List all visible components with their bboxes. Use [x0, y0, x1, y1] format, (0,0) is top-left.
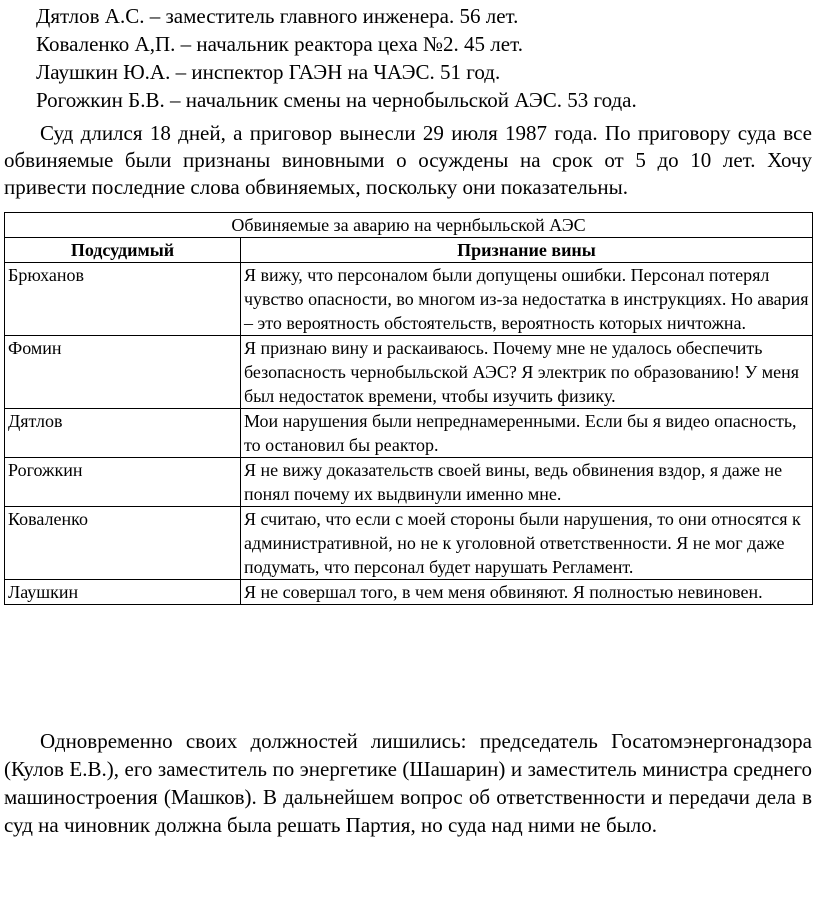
defendant-statement: Я не вижу доказательств своей вины, ведь обвинения вздор, я даже не понял почему их выдвинули именно мне. — [241, 458, 813, 507]
table-row — [5, 263, 813, 336]
defendant-name: Брюханов — [5, 263, 241, 336]
defendant-statement: Я считаю, что если с моей стороны были нарушения, то они относятся к административной, но не к уголовной ответственности. Я не мог даже подумать, что персонал будет нарушать Регламент. — [241, 507, 813, 580]
table-caption: Обвиняемые за аварию на чернбыльской АЭС — [5, 213, 813, 238]
defendant-statement: Я не совершал того, в чем меня обвиняют. Я полностью невиновен. — [241, 580, 813, 605]
list-item: Дятлов А.С. – заместитель главного инженера. 56 лет. — [36, 4, 519, 28]
trial-paragraph: Суд длился 18 дней, а приговор вынесли 29 июля 1987 года. По приговору суда все обвиняемые были признаны виновными о осуждены на срок от 5 до 10 лет. Хочу привести последние слова обвиняемых, поскольку они показательны. — [4, 121, 812, 199]
defendant-statement: Я признаю вину и раскаиваюсь. Почему мне не удалось обеспечить безопасность чернобыльской АЭС? Я электрик по образованию! У меня был недостаток времени, чтобы изучить физику. — [241, 336, 813, 409]
defendant-name: Рогожкин — [5, 458, 241, 507]
table-row — [5, 580, 813, 605]
column-header-defendant: Подсудимый — [5, 238, 241, 263]
list-item: Рогожкин Б.В. – начальник смены на чернобыльской АЭС. 53 года. — [36, 88, 637, 112]
table-row — [5, 336, 813, 409]
dismissal-paragraph: Одновременно своих должностей лишились: председатель Госатомэнергонадзора (Кулов Е.В.), его заместитель по энергетике (Шашарин) и заместитель министра среднего машиностроения (Машков). В дальнейшем вопрос об ответственности и передачи дела в суд на чиновник должна была решать Партия, но суда над ними не было. — [4, 729, 812, 837]
column-header-statement: Признание вины — [241, 238, 813, 263]
table-row — [5, 409, 813, 458]
defendant-name: Дятлов — [5, 409, 241, 458]
defendant-statement: Мои нарушения были непреднамеренными. Если бы я видео опасность, то остановил бы реактор. — [241, 409, 813, 458]
list-item: Коваленко А,П. – начальник реактора цеха №2. 45 лет. — [36, 32, 523, 56]
table-row — [5, 507, 813, 580]
table-caption-row — [5, 213, 813, 238]
table-row — [5, 458, 813, 507]
accused-table — [4, 212, 813, 605]
list-item: Лаушкин Ю.А. – инспектор ГАЭН на ЧАЭС. 51 год. — [36, 60, 501, 84]
table-header-row — [5, 238, 813, 263]
defendant-name: Коваленко — [5, 507, 241, 580]
defendant-statement: Я вижу, что персоналом были допущены ошибки. Персонал потерял чувство опасности, во многом из-за недостатка в инструкциях. Но авария – это вероятность обстоятельств, вероятность которых ничтожна. — [241, 263, 813, 336]
defendant-name: Фомин — [5, 336, 241, 409]
accused-list — [36, 2, 796, 114]
defendant-name: Лаушкин — [5, 580, 241, 605]
